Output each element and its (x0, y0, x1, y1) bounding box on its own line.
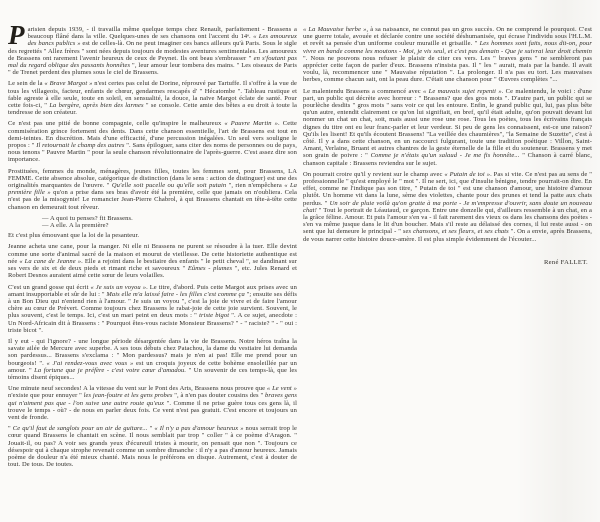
italic-text-segment: « La première fille » (8, 182, 298, 197)
italic-text-segment: « Pauvre Martin » (224, 120, 278, 128)
italic-text-segment: « La cane de Jeanne » (19, 257, 82, 265)
text-segment: n'existe que pour ennuyer " (8, 392, 84, 400)
italic-text-segment: « Je suis un voyou » (90, 283, 147, 291)
text-segment: ", rien n'empêchera (226, 182, 285, 190)
text-segment: ". Sans épiloguer, sans citer des noms de personnes ou de pays, nous tenons " Pauvre Martin " pour la seule chanson révolutionnaire de l'après-guerre. C'est assez dire son importance. (8, 142, 297, 164)
italic-text-segment: La bergère, après bien des larmes (49, 102, 144, 110)
text-segment: nous serrait trop le cœur quand Brassens le chantait en scène. Il nous semblait par trop " coller " à ce poème d'Aragon. " Jouait-il, ou pas? A voir ses grands yeux d'écureuil tristes à mourir, on pensait que non ". Toujours ce désespoir qui à chaque strophe revenait comme un sombre dimanche : il n'y a pas d'amour heureux. Jamais poème de douleur n'a été mieux chanté. Mais nous le préférons en disque. Autrement, c'est à douter de tout. De tous. De toutes. (8, 425, 297, 469)
text-segment: ", à n'en pas douter cousins des " (172, 392, 265, 400)
text-segment: On pourrait croire qu'il y revient sur le champ avec (303, 170, 445, 178)
italic-text-segment: braves gens qui n'aiment pas que - l'on suive une autre route qu'eux (8, 392, 297, 407)
italic-text-segment: Il retournait le champ des autres (36, 142, 125, 150)
italic-text-segment: Comme je n'étais qu'un salaud - Je me fis honnête... (370, 152, 520, 160)
paragraph (8, 284, 297, 334)
italic-text-segment: « La Mauvaise herbe » (303, 26, 367, 33)
italic-text-segment: Mais elle m'a laissé faire - les filles c'est comme ça (106, 290, 245, 298)
paragraph (303, 171, 592, 243)
paragraph (8, 168, 297, 211)
paragraph (303, 26, 592, 84)
italic-text-segment: Un soir de pluie voilà qu'on gratte à ma porte - Je m'empresse d'ouvrir, sans doute un nouveau chat! (303, 199, 592, 214)
text-segment: Et c'est plus émouvant que la loi de la pesanteur. (8, 232, 140, 240)
text-segment: ". Nous ne pouvons nous refuser le plaisir de citer ces vers. Les " braves gens " ne sembleront pas apprécier cette façon de parler d'eux. Brassens n'insista pas. Il " les " aurait, mais par la bande. Il avait voulu, là, recommencer une " Mauvaise réputation ". La prolonger. Il n'a pas eu tort. Les mauvaises herbes, comme chacun sait, ont la peau dure. C'était une chanson pour " Œuvres complètes "... (303, 54, 592, 84)
text-segment: qu'on a prise dans ses bras d'avoir été la première, celle que jamais on n'oubliera. Cela n'est pas de la misogynie! Le romancier Jean-Pierre Chabrol, à qui Brassens chantait en tête-à-tête cette chanson en demeurait tout rêveur. (8, 189, 297, 211)
italic-text-segment: « Les amoureux des bancs publics » (27, 33, 297, 48)
paragraph (8, 80, 297, 116)
italic-text-segment: « Il n'y a pas d'amour heureux » (154, 425, 244, 433)
text-segment: , à sa naissance, ne connut pas un gros succès. On ne comprend le pourquoi. C'est une guerre totale, avouée et déclarée contre une société déshumanisée, qui écrase l'individu sous l'H.L.M. et revêt sa pensée d'un uniforme couleur muraille et grisaille. " (303, 26, 592, 48)
italic-text-segment: « Putain de toi » (444, 170, 491, 178)
text-segment: ". On a envie, après Brassens, de vous narrer cette histoire douce-amère. Il est plus simple évidemment de l'écouter... (303, 228, 592, 243)
dialogue-line (42, 222, 297, 229)
text-segment: Le malentendu Brassens a commencé avec (303, 87, 424, 95)
paragraph (8, 425, 297, 468)
text-segment: Ce n'est pas une pitié de bonne compagnie, celle qu'inspire le malheureux (8, 120, 225, 128)
paragraph (8, 232, 297, 239)
text-segment: — A quoi tu penses? fit Brassens. (42, 214, 133, 222)
text-segment: Prostituées, femmes du monde, ménagères, jeunes filles, toutes les femmes sont, pour Brassens, LA FEMME. Cette absence absolue, catégorique de distinction (dans le sens : action de distinguer) est une des originalités marquantes de l'œuvre. " (8, 167, 297, 190)
italic-text-segment: Les hommes sont faits, nous dit-on, pour vivre en bande comme les moutons - Moi, je vis seul, et c'est pas demain - Que je suivrai leur droit chemin (303, 40, 593, 55)
text-segment: " (147, 425, 155, 433)
text-segment: Le sein de la (8, 80, 45, 88)
text-segment: . Elle a rejoint dans le bestiaire des enfants " le petit cheval ", se dandinant sur ses vers de six et de deux pieds et rimant riche et savoureux " (8, 257, 298, 273)
text-segment: ", leur amour leur tombera des mains. " Les oiseaux de Paris " de Trenet perdent des plumes sous le ciel de Brassens. (8, 62, 297, 77)
text-segment: ", etc. Jules Renard et Robert Desnos auraient aimé cette sœur de leurs volailles. (8, 265, 298, 280)
text-segment: . Pas si vite. Ce n'est pas au sens de " professionnelle " qu'est employé le " mot ". Il ne sert, ici, que d'insulte bénigne, tendre pourrait-on dire. En effet, comme ne l'indique pas son titre, " Putain de toi " est une chanson d'amour, une histoire d'amour plutôt. Un homme vit dans la lune, sème des violettes, chante pour des prunes et tend la patte aux chats perdus. " (303, 170, 592, 207)
text-segment: ". Comme il ne prise guère tous ces gens là, il trouve le temps - où? - de nous en parler deux fois. Ce vent n'est pas gratuit. C'est encore et toujours un vent de fronde. (8, 399, 297, 421)
text-segment: " (8, 425, 13, 433)
italic-text-segment: « Le mauvais sujet repenti » (423, 87, 502, 95)
text-segment: Une minute neuf secondes! A la vitesse du vent sur le Pont des Arts, Brassens nous prouve que (8, 385, 267, 393)
paragraph (303, 88, 592, 167)
italic-text-segment: « Le vent » (266, 385, 297, 393)
italic-text-segment: Eûmes - plumes (187, 265, 233, 273)
text-segment: Il y eut - qui l'ignore? - une longue période désargentée dans la vie de Brassens. Notre héros traîna la savate ailée de Mercure avec superbe. A ses tous débuts chez Patachou, la dame du vestiaire lui demanda son pardessus... Brassens s'exclama : " Mon pardessus? mais je n'en ai pas! Elle me prend pour un bourgeois! ". (8, 337, 297, 367)
drop-cap: P (8, 20, 25, 50)
text-segment: n'est certes pas celui de Dorine, réprouvé par Tartuffe. Il s'offre à la vue de tous les villageois, facteur, enfants de chœur, gendarmes rescapés d' " Hécatombe ". Tableau rustique et fable agreste à elle seule, toute en soleil, en sensualité, la douce, la naïve Margot éclate de santé. Pour cette fois-ci, " (8, 80, 297, 110)
italic-text-segment: « Brave Margot » (44, 80, 93, 88)
text-segment: arisien depuis 1939, - il travailla même quelque temps chez Renault, parfaitement - Brassens a beaucoup flâné dans la ville. Quelques-unes de ses chansons ont l'accent du 14ᵉ. (27, 26, 297, 41)
author-signature: René FALLET. (543, 258, 588, 266)
text-segment: . Ce malentendu, le voici : d'une part, un public qui décrète avec horreur : " Brassens? que des gros mots ". D'autre part, un public qui se pourlèche desdits " gros mots " sans voir ce qui les entoure. Enfin, le grand public qui, lui, pas plus bête qu'un autre, entendit clairement ce qu'on lui signifiait, en bref, qu'il était adulte, qu'on pouvait devant lui nommer un chat un chat, soit, mais aussi une rose une rose. Tous les poètes, tous les écrivains français dignes du titre ont eu leur franc-parler et leur verdeur. Si peu de gens les connaissent, est-ce une raison? Qu'ils les lisent! Et qu'ils écoutent Brassens! "La veillée des chaumières", "la Semaine de Suzette", c'est à côté. Il y a dans cette chanson, en un raccourci fulgurant, toute une tradition poétique : Villon, Saint-Amant, Verlaine, Bruant et autres chantres de la geste éternelle de la fille et du souteneur. Brassens y met son grain de poivre : " (303, 87, 592, 160)
text-segment: — A elle. A la première? (42, 222, 109, 230)
text-segment: " Tout le portrait de Léautaud, ce garçon. Entre une donzelle qui, d'ailleurs ressemble à un chat, en a la grâce féline. Amour. Et puis l'amour s'en va - il fait rarement des vieux os dans les chansons des poètes - s'en va même jusque dans le lit d'un boucher. Mais s'il reste au délaissé des cornes, il lui reste aussi - on sent que lui demeure le principal - " (303, 206, 592, 236)
text-segment: Jeanne acheta une cane, pour la manger. Ni elle ni Brassens ne purent se résoudre à la tuer. Elle devint comme une sorte d'animal sacré de la maison et mourut de vieillesse. De cette historiette authentique est née (8, 243, 297, 265)
italic-text-segment: La fortune que je préfère - c'est votre cœur d'amadou. (34, 366, 187, 374)
text-segment: "; ensuite ses défis à un Bon Dieu qui n'entend rien à l'amour. " Je suis un voyou ", c'est la joie de vivre et de faire l'amour chère au cœur de Prévert. Comme toujours chez Brassens le rabat-joie de cette joie survient. Souvent, le plus souvent, c'est le temps. Ici, c'est un mari peint en deux mots : " (8, 290, 297, 320)
paragraph (8, 243, 297, 279)
right-column-paragraphs (303, 26, 592, 243)
text-segment: ". A ce sujet, anecdote : Un Nord-Africain dit à Brassens : " Pourquoi êtes-vous raciste Monsieur Brassens? " - " raciste? " - " oui : triste bicot ". (8, 312, 297, 334)
text-segment: " Un souvenir de ces temps-là, que les témoins disent épiques... (8, 366, 297, 381)
text-segment: " Chanson à carré blanc, chanson capitale : Brassens reviendra sur le sujet. (303, 152, 592, 167)
paragraph (8, 120, 297, 163)
paragraph (8, 20, 297, 77)
italic-text-segment: ses chansons, et ses fleurs, et ses chats (402, 228, 509, 236)
italic-text-segment: Qu'elle soit pucelle ou qu'elle soit putain (111, 182, 227, 190)
text-segment: . Cette commisération grince fortement des dents. Dans cette chanson essentielle, l'art de Brassens est tout en demi-teintes. En discrétion. Mais d'une efficacité, d'une percussion inégalées. Un seul vers souligne le propos : " (8, 120, 297, 150)
text-segment: est de celles-là. On ne peut imaginer ces bancs ailleurs qu'à Paris. Sous le sigle des regrettés " Allez frères " sont nées depuis toujours de modestes aventures sentimentales. Les amoureux de Brassens ont rarement l'avenir heureux de ceux de Peynet. Ils ont beau s'embrasser " (8, 40, 297, 62)
italic-text-segment: triste bigot (199, 312, 230, 320)
italic-text-segment: les jean-foutre et les gens probes (83, 392, 173, 400)
left-column (8, 20, 298, 469)
text-segment: " se console. Cette amie des bêtes a eu droit à toute la tendresse de son créateur. (8, 102, 297, 117)
italic-text-segment: « J'ai rendez-vous avec vous » (46, 359, 134, 367)
dialogue-line (42, 215, 297, 222)
italic-text-segment: Ce qu'il faut de sanglots pour un air de guitare... (12, 425, 148, 433)
text-segment: est un croquis joyeux de cette bohème ensoleillée par un amour. " (8, 359, 297, 374)
text-segment: . Le titre, d'abord. Puis cette Margot aux prises avec un amant insupportable et sûr de lui : " (8, 283, 297, 298)
right-column (303, 26, 592, 266)
text-segment: C'est un grand gosse qui écrit (8, 283, 91, 291)
paragraph (8, 338, 297, 381)
paragraph (8, 385, 297, 421)
italic-text-segment: en s'foutant pas mal du regard oblique des passants honnêtes (8, 54, 297, 70)
